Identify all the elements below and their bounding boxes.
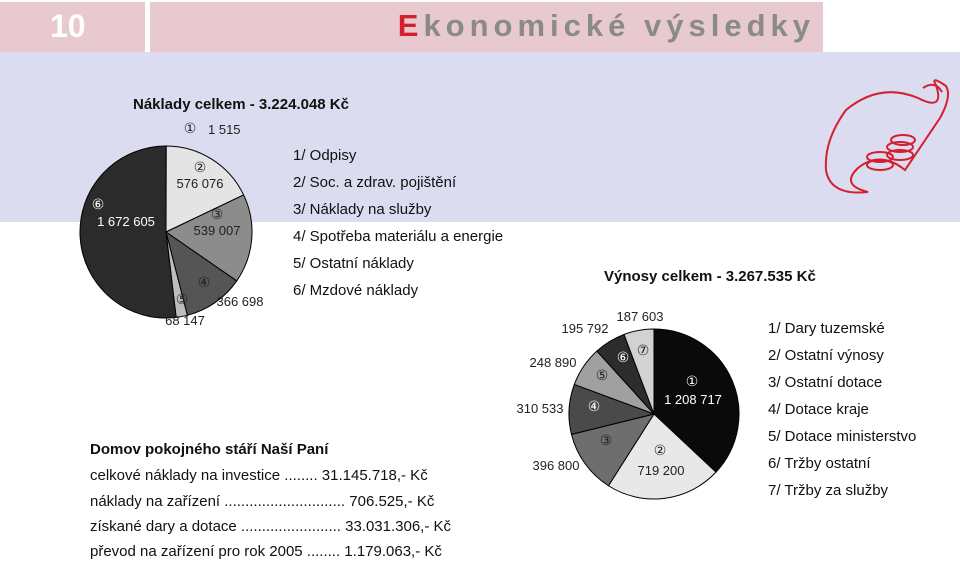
costs-legend-5: 5/ Ostatní náklady — [293, 255, 414, 272]
rev-slice-marker-2: ② — [653, 442, 667, 458]
revenue-legend-4: 4/ Dotace kraje — [768, 401, 869, 418]
revenue-title: Výnosy celkem - 3.267.535 Kč — [604, 268, 816, 285]
rev-slice-value-6: 195 792 — [561, 321, 609, 336]
cost-slice-value-1: 1 515 — [208, 122, 241, 137]
cost-slice-value-6: 1 672 605 — [97, 214, 155, 229]
home-line-4: převod na zařízení pro rok 2005 ........ 1.179.063,- Kč — [90, 543, 442, 560]
rev-slice-marker-5: ⑤ — [595, 367, 609, 383]
costs-legend-4: 4/ Spotřeba materiálu a energie — [293, 228, 504, 245]
home-line-3: získané dary a dotace ........................ 33.031.306,- Kč — [90, 518, 452, 535]
costs-legend-2: 2/ Soc. a zdrav. pojištění — [293, 174, 457, 191]
revenue-legend-3: 3/ Ostatní dotace — [768, 374, 883, 391]
costs-legend-6: 6/ Mzdové náklady — [293, 282, 419, 299]
costs-legend-1: 1/ Odpisy — [293, 147, 357, 164]
cost-slice-marker-6: ⑥ — [91, 196, 105, 212]
rev-slice-value-7: 187 603 — [616, 309, 664, 324]
cost-slice-value-5: 68 147 — [165, 313, 205, 328]
cost-pie-slice-6 — [80, 146, 176, 318]
cost-slice-value-4: 366 698 — [216, 294, 264, 309]
rev-slice-marker-6: ⑥ — [616, 349, 630, 365]
home-line-2: náklady na zařízení ............................. 706.525,- Kč — [90, 493, 435, 510]
revenue-legend-7: 7/ Tržby za služby — [768, 482, 889, 499]
cost-slice-marker-5: ⑤ — [175, 291, 189, 307]
cost-slice-marker-1: ① — [183, 120, 197, 136]
rev-slice-marker-4: ④ — [587, 398, 601, 414]
rev-slice-value-3: 396 800 — [532, 458, 580, 473]
rev-slice-value-4: 310 533 — [516, 401, 564, 416]
page-title-rest: konomické výsledky — [423, 8, 815, 43]
revenue-legend-5: 5/ Dotace ministerstvo — [768, 428, 917, 445]
page-number: 10 — [50, 8, 86, 44]
cost-slice-marker-3: ③ — [210, 206, 224, 222]
rev-slice-marker-3: ③ — [599, 432, 613, 448]
cost-slice-marker-4: ④ — [197, 274, 211, 290]
rev-slice-marker-1: ① — [685, 373, 699, 389]
costs-title: Náklady celkem - 3.224.048 Kč — [133, 96, 349, 113]
rev-slice-value-2: 719 200 — [637, 463, 685, 478]
rev-slice-value-5: 248 890 — [529, 355, 577, 370]
revenue-legend-6: 6/ Tržby ostatní — [768, 455, 871, 472]
cost-slice-value-2: 576 076 — [176, 176, 224, 191]
revenue-legend-2: 2/ Ostatní výnosy — [768, 347, 884, 364]
home-title: Domov pokojného stáří Naší Paní — [90, 441, 329, 458]
revenue-legend-1: 1/ Dary tuzemské — [768, 320, 885, 337]
cost-slice-marker-2: ② — [193, 159, 207, 175]
rev-slice-value-1: 1 208 717 — [664, 392, 722, 407]
page-title-initial: E — [397, 8, 424, 43]
costs-legend-3: 3/ Náklady na služby — [293, 201, 432, 218]
rev-slice-marker-7: ⑦ — [636, 342, 650, 358]
home-line-1: celkové náklady na investice ........ 31.145.718,- Kč — [90, 467, 428, 484]
cost-slice-value-3: 539 007 — [193, 223, 241, 238]
